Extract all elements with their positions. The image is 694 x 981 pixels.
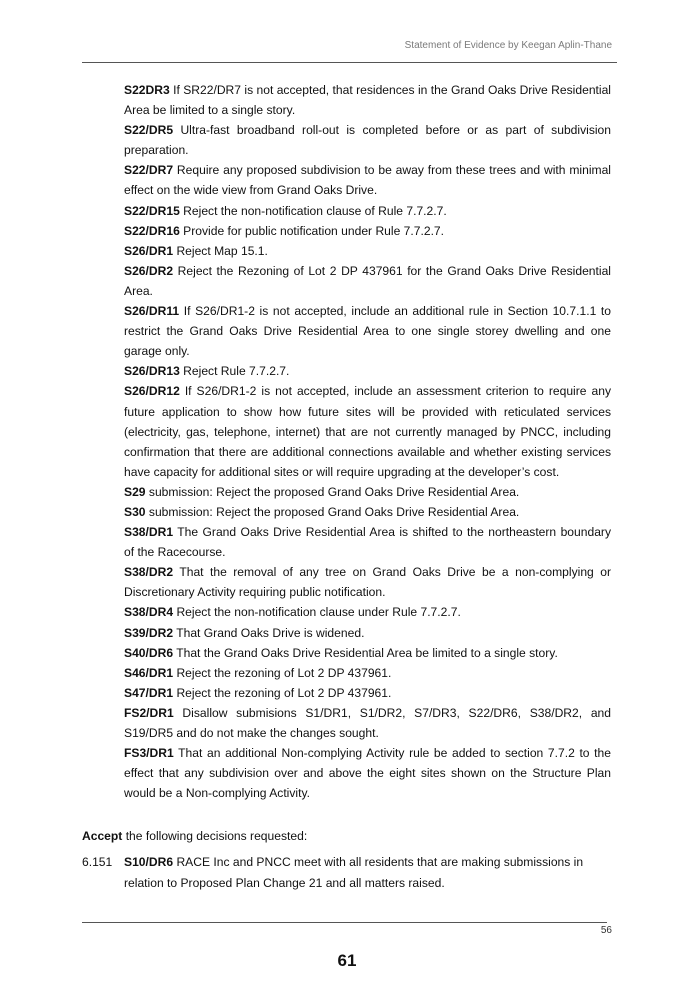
- decision-code: S22/DR16: [124, 223, 180, 238]
- decision-text: If SR22/DR7 is not accepted, that residences in the Grand Oaks Drive Residential Area be limited to a single story.: [124, 83, 611, 118]
- decision-text: Reject Map 15.1.: [173, 243, 268, 258]
- footer-divider: [82, 922, 607, 923]
- decision-code: S38/DR4: [124, 605, 174, 620]
- decision-entry: [124, 522, 611, 562]
- document-page-number: 61: [337, 951, 357, 970]
- decisions-list: [124, 80, 611, 803]
- accept-text: the following decisions requested:: [122, 829, 308, 843]
- page-number: 56: [600, 925, 612, 936]
- decision-entry: [124, 160, 611, 200]
- decision-code: S30: [124, 504, 146, 519]
- decision-entry: [124, 201, 611, 221]
- decision-entry: [124, 120, 611, 160]
- decision-text: That the Grand Oaks Drive Residential Area be limited to a single story.: [173, 645, 558, 660]
- decision-entry: [124, 361, 611, 381]
- decision-entry: [124, 80, 611, 120]
- decision-code: S29: [124, 484, 146, 499]
- decision-entry: [124, 261, 611, 301]
- decision-code: S39/DR2: [124, 625, 174, 640]
- running-header: Statement of Evidence by Keegan Aplin-Thane: [404, 40, 612, 51]
- decision-code: S26/DR13: [124, 364, 180, 379]
- decision-entry: [124, 502, 611, 522]
- decision-entry: [124, 643, 611, 663]
- decision-text: Reject the non-notification clause under Rule 7.7.2.7.: [173, 605, 461, 620]
- paragraph-number: 6.151: [82, 855, 113, 869]
- decision-text: Require any proposed subdivision to be away from these trees and with minimal effect on the wide view from Grand Oaks Drive.: [124, 163, 611, 198]
- decision-code: FS3/DR1: [124, 746, 174, 761]
- decision-text: If S26/DR1-2 is not accepted, include an additional rule in Section 10.7.1.1 to restrict the Grand Oaks Drive Residential Area to one single storey dwelling and one garage only.: [124, 304, 611, 359]
- decision-entry: [124, 703, 611, 743]
- decision-code: S26/DR11: [124, 304, 180, 319]
- decision-code: S22DR3: [124, 83, 170, 97]
- decision-text: Reject the rezoning of Lot 2 DP 437961.: [173, 685, 392, 700]
- decision-code: S26/DR1: [124, 243, 174, 258]
- decision-code: FS2/DR1: [124, 705, 174, 720]
- decision-text: Reject the non-notification clause of Rule 7.7.2.7.: [179, 203, 447, 218]
- decision-entry: [124, 241, 611, 261]
- decision-text: submission: Reject the proposed Grand Oaks Drive Residential Area.: [145, 484, 520, 499]
- paragraph-text: RACE Inc and PNCC meet with all residents that are making submissions in relation to Proposed Plan Change 21 and all matters raised.: [124, 855, 584, 890]
- decision-code: S38/DR2: [124, 565, 174, 580]
- decision-code: S38/DR1: [124, 525, 174, 540]
- decision-code: S22/DR7: [124, 163, 174, 178]
- decision-code: S26/DR2: [124, 263, 174, 278]
- decision-code: S46/DR1: [124, 665, 174, 680]
- decision-entry: [124, 221, 611, 241]
- decision-text: That the removal of any tree on Grand Oaks Drive be a non-complying or Discretionary Activity requiring public notification.: [124, 565, 611, 600]
- decision-entry: [124, 743, 611, 803]
- decision-entry: [124, 663, 611, 683]
- decision-entry: [124, 562, 611, 602]
- decision-text: Provide for public notification under Rule 7.7.2.7.: [179, 223, 445, 238]
- decision-text: Reject the Rezoning of Lot 2 DP 437961 for the Grand Oaks Drive Residential Area.: [124, 263, 611, 298]
- decision-entry: [124, 683, 611, 703]
- decision-text: Disallow submisions S1/DR1, S1/DR2, S7/DR3, S22/DR6, S38/DR2, and S19/DR5 and do not make the changes sought.: [124, 705, 611, 740]
- decision-text: Reject the rezoning of Lot 2 DP 437961.: [173, 665, 392, 680]
- accept-heading: [82, 826, 307, 846]
- decision-entry: [124, 623, 611, 643]
- decision-code: S22/DR5: [124, 123, 174, 138]
- decision-text: The Grand Oaks Drive Residential Area is shifted to the northeastern boundary of the Racecourse.: [124, 525, 611, 560]
- decision-entry: [124, 301, 611, 361]
- decision-entry: [124, 482, 611, 502]
- paragraph-body: [124, 852, 612, 894]
- decision-code: S22/DR15: [124, 203, 180, 218]
- decision-text: submission: Reject the proposed Grand Oaks Drive Residential Area.: [145, 504, 520, 519]
- decision-entry: [124, 381, 611, 481]
- accept-label: Accept: [82, 829, 123, 843]
- decision-text: That an additional Non-complying Activity rule be added to section 7.7.2 to the effect that any subdivision over and above the eight sites shown on the Structure Plan would be a Non-complying Activity.: [124, 746, 611, 801]
- decision-text: Ultra-fast broadband roll-out is completed before or as part of subdivision preparation.: [124, 123, 611, 158]
- decision-text: If S26/DR1-2 is not accepted, include an assessment criterion to require any future application to show how future sites will be provided with reticulated services (electricity, gas, telephone, internet) that are not currently managed by PNCC, including confirmation that there are additional connections available and whether existing services have capacity for additional sites or will require upgrading at the developer’s cost.: [124, 384, 611, 479]
- decision-code: S40/DR6: [124, 645, 174, 660]
- decision-code: S47/DR1: [124, 685, 174, 700]
- decision-entry: [124, 602, 611, 622]
- decision-code: S26/DR12: [124, 384, 180, 399]
- header-divider: [82, 62, 617, 63]
- paragraph-code: S10/DR6: [124, 855, 174, 869]
- decision-text: That Grand Oaks Drive is widened.: [173, 625, 365, 640]
- numbered-paragraph: [82, 852, 612, 894]
- decision-text: Reject Rule 7.7.2.7.: [179, 364, 290, 379]
